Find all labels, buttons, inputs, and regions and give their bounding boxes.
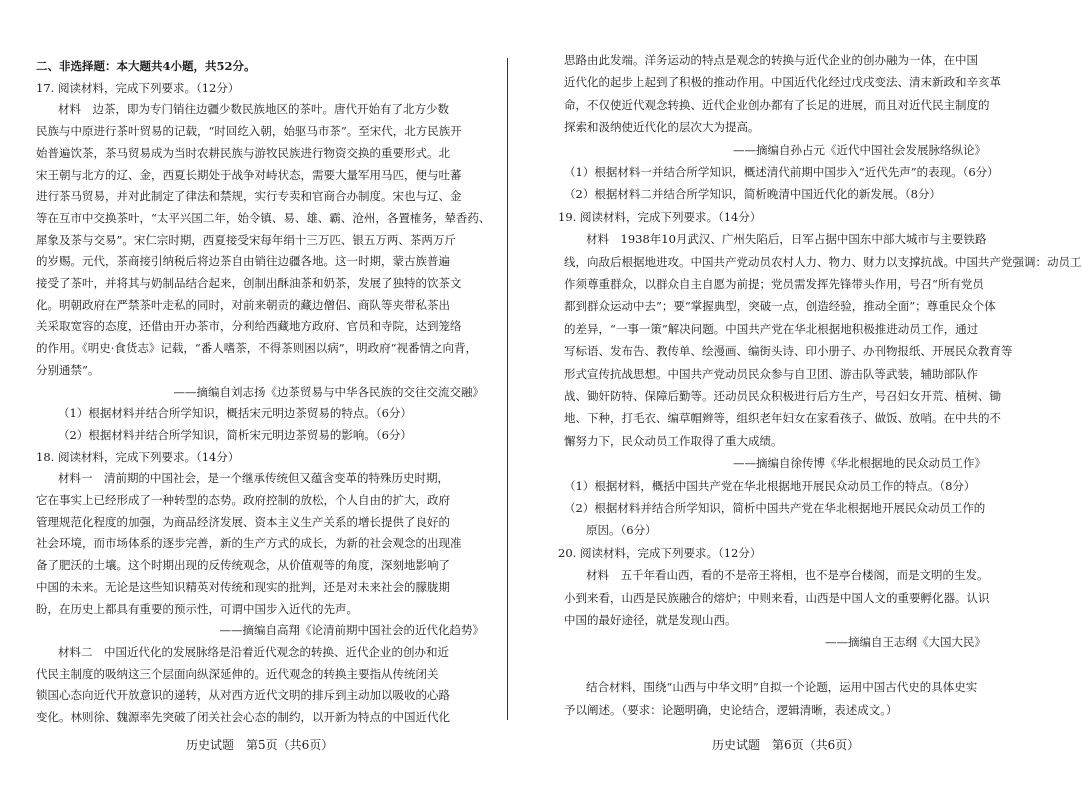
left-text-line: 变化。林则徐、魏源率先突破了闭关社会心态的制约，以开新为特点的中国近代化 (36, 710, 450, 724)
left-text-line: 材料一 清前期的中国社会，是一个继承传统但又蕴含变革的特殊历史时期， (58, 471, 449, 486)
left-text-line: 犀象及茶与交易”。宋仁宗时期，西夏接受宋每年绢十三万匹、银五万两、茶两万斤 (36, 232, 456, 247)
left-text-line: 代民主制度的吸纳这三个层面向纵深延伸的。近代观念的转换主要指从传统闭关 (36, 666, 439, 681)
right-text-line: 材料 1938年10月武汉、广州失陷后，日军占据中国东中部大城市与主要铁路 (586, 232, 987, 247)
left-text-line: 18. 阅读材料，完成下列要求。（14分） (36, 449, 240, 464)
left-text-line: 二、非选择题：本大题共4小题，共52分。 (36, 59, 256, 73)
right-text-line: 都到群众运动中去”；要“掌握典型，突破一点，创造经验，推动全面”；尊重民众个体 (564, 299, 996, 314)
column-divider (507, 58, 508, 720)
left-text-line: （2）根据材料并结合所学知识，简析宋元明边茶贸易的影响。（6分） (58, 427, 412, 442)
right-text-line: 作须尊重群众，以群众自主自愿为前提；党员需发挥先锋带头作用，号召“所有党员 (564, 277, 984, 291)
right-text-line: 探索和汲纳使近代化的层次大为提高。 (564, 120, 760, 135)
right-text-line: （1）根据材料一并结合所学知识，概述清代前期中国步入“近代先声”的表现。（6分） (564, 165, 999, 179)
left-text-line: 17. 阅读材料，完成下列要求。（12分） (36, 80, 240, 95)
left-text-line: 它在事实上已经形成了一种转型的态势。政府控制的放松，个人自由的扩大，政府 (36, 493, 450, 507)
left-text-line: 锁国心态向近代开放意识的递转，从对西方近代文明的排斥到主动加以吸收的心路 (36, 688, 450, 703)
right-text-line: 予以阐述。（要求：论题明确，史论结合，逻辑清晰，表述成文。） (564, 702, 898, 717)
left-text-line: 材料二 中国近代化的发展脉络是沿着近代观念的转换、近代企业的创办和近 (58, 644, 449, 659)
left-text-line: 管理规范化程度的加强，为商品经济发展、资本主义生产关系的增长提供了良好的 (36, 514, 450, 529)
right-text-line: ——摘编自王志纲《大国大民》 (825, 635, 986, 650)
right-text-line: 命，不仅使近代观念转换、近代企业创办都有了长足的进展，而且对近代民主制度的 (564, 97, 990, 112)
right-text-line: 形式宣传抗战思想。中国共产党动员民众参与自卫团、游击队等武装，辅助部队作 (564, 366, 978, 381)
right-text-line: 结合材料，围绕“山西与中华文明”自拟一个论题，运用中国古代史的具体史实 (586, 680, 978, 695)
left-text-line: 分别通禁”。 (36, 362, 100, 377)
right-text-line: ——摘编自孙占元《近代中国社会发展脉络纵论》 (733, 142, 986, 157)
right-text-line: 19. 阅读材料，完成下列要求。（14分） (558, 209, 762, 224)
right-text-line: 近代化的起步上起到了积极的推动作用。中国近代化经过戊戌变法、清末新政和辛亥革 (564, 75, 1001, 90)
left-text-line: 备了肥沃的土壤。这个时期出现的反传统观念，从价值观等的角度，深刻地影响了 (36, 558, 450, 573)
right-text-line: 的差异，“一事一策”解决问题。中国共产党在华北根据地积极推进动员工作，通过 (564, 321, 979, 336)
left-text-line: ——摘编自刘志扬《边茶贸易与中华各民族的交往交流交融》 (173, 384, 484, 399)
left-text-line: 的作用。《明史·食货志》记载，“番人嗜茶，不得茶则困以病”，明政府“视番情之向背， (36, 341, 478, 356)
left-text-line: 民族与中原进行茶叶贸易的记载，“时回纥入朝，始驱马市茶”。至宋代，北方民族开 (36, 124, 462, 139)
right-text-line: 材料 五千年看山西，看的不是帝王将相，也不是亭台楼阁，而是文明的生发。 (586, 568, 989, 583)
footer-left-page-number: 历史试题 第5页（共6页） (186, 738, 334, 752)
left-text-line: （1）根据材料并结合所学知识，概括宋元明边茶贸易的特点。（6分） (58, 406, 412, 421)
right-text-line: （2）根据材料并结合所学知识，简析中国共产党在华北根据地开展民众动员工作的 (564, 501, 986, 515)
right-text-line: （2）根据材料二并结合所学知识，简析晚清中国近代化的新发展。（8分） (564, 187, 941, 202)
right-text-line: 写标语、发布告、教传单、绘漫画、编街头诗、印小册子、办刊物报纸、开展民众教育等 (564, 344, 1013, 359)
left-text-line: 的岁赐。元代，茶商接引纳税后将边茶自由销往边疆各地。这一时期，蒙古族普遍 (36, 254, 450, 269)
right-text-line: 战、锄奸防特、保障后勤等。还动员民众积极进行后方生产，号召妇女开荒、植树、锄 (564, 389, 1001, 403)
footer-right-page-number: 历史试题 第6页（共6页） (712, 738, 860, 752)
left-text-line: 进行茶马贸易，并对此制定了律法和禁规，实行专卖和官商合办制度。宋也与辽、金 (36, 189, 462, 204)
left-text-line: 中国的未来。无论是这些知识精英对传统和现实的批判，还是对未来社会的朦胧期 (36, 579, 450, 594)
left-text-line: 盼，在历史上都具有重要的预示性，可谓中国步入近代的先声。 (36, 601, 358, 616)
left-text-line: 始普遍饮茶，茶马贸易成为当时农耕民族与游牧民族进行物资交换的重要形式。北 (36, 145, 450, 160)
right-text-line: ——摘编自徐传博《华北根据地的民众动员工作》 (733, 456, 986, 471)
right-text-line: （1）根据材料，概括中国共产党在华北根据地开展民众动员工作的特点。（8分） (564, 478, 976, 493)
left-text-line: 接受了茶叶，并将其与奶制品结合起来，创制出酥油茶和奶茶，发展了独特的饮茶文 (36, 276, 462, 290)
right-text-line: 原因。（6分） (586, 523, 657, 538)
left-text-line: 宋王朝与北方的辽、金，西夏长期处于战争对峙状态，需要大量军用马匹，便与吐蕃 (36, 167, 462, 182)
right-text-line: 地、下种，打毛衣、编草帽辫等，组织老年妇女在家看孩子、做饭、放哨。在中共的不 (564, 411, 1001, 426)
right-text-line: 20. 阅读材料，完成下列要求。（12分） (558, 545, 762, 560)
left-text-line: 关采取宽容的态度，还借由开办茶市，分利给西藏地方政府、官员和寺院，达到笼络 (36, 319, 462, 334)
right-text-line: 小到来看，山西是民族融合的熔炉；中则来看，山西是中国人文的重要孵化器。认识 (564, 590, 990, 605)
left-text-line: 材料 边茶，即为专门销往边疆少数民族地区的茶叶。唐代开始有了北方少数 (58, 102, 449, 117)
left-text-line: 社会环境，而市场体系的逐步完善，新的生产方式的成长，为新的社会观念的出现准 (36, 536, 462, 551)
right-text-line: 懈努力下，民众动员工作取得了重大成绩。 (564, 433, 783, 448)
right-text-line: 线，向敌后根据地进攻。中国共产党动员农村人力、物力、财力以支撑抗战。中国共产党强调：动员工 (564, 254, 1082, 269)
right-text-line: 中国的最好途径，就是发现山西。 (564, 613, 737, 627)
left-text-line: 化。明朝政府在严禁茶叶走私的同时，对前来朝贡的藏边僧侣、商队等夹带私茶出 (36, 297, 450, 312)
left-text-line: 等在互市中交换茶叶，“太平兴国二年，始令镇、易、雄、霸、沧州，各置榷务，辇香药、 (36, 210, 491, 225)
left-text-line: ——摘编自高翔《论清前期中国社会的近代化趋势》 (219, 623, 484, 638)
right-text-line: 思路由此发端。洋务运动的特点是观念的转换与近代企业的创办融为一体，在中国 (564, 53, 978, 67)
